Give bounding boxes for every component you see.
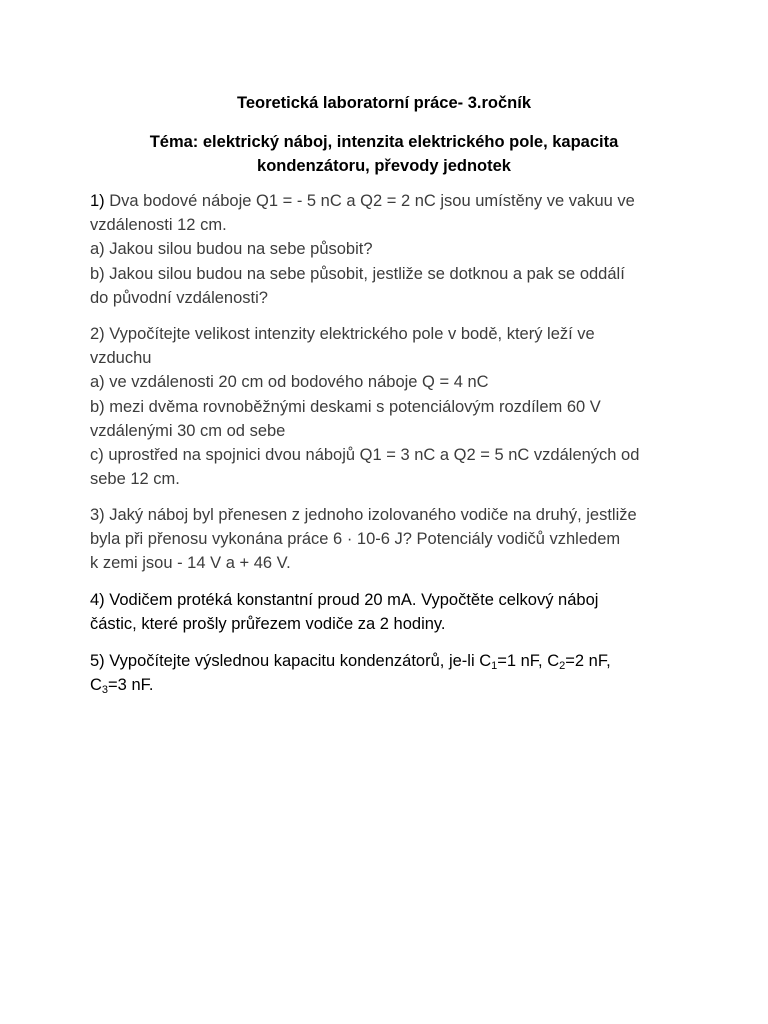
question-2-line-2: vzduchu (90, 349, 152, 368)
question-2-line-7: sebe 12 cm. (90, 470, 180, 489)
c3-value: =3 nF. (108, 676, 154, 695)
question-1-line-5: do původní vzdálenosti? (90, 288, 268, 307)
question-2-line-6: c) uprostřed na spojnici dvou nábojů Q1 = 3 nC a Q2 = 5 nC vzdálených od (90, 446, 640, 465)
question-4 (90, 588, 690, 636)
question-2-line-1: 2) Vypočítejte velikost intenzity elektrického pole v bodě, který leží ve (90, 325, 595, 343)
topic-line-2: kondenzátoru, převody jednotek (257, 157, 511, 175)
question-1-line-4: b) Jakou silou budou na sebe působit, jestliže se dotknou a pak se oddálí (90, 264, 625, 283)
question-2-line-3: a) ve vzdálenosti 20 cm od bodového náboje Q = 4 nC (90, 373, 489, 392)
question-2 (90, 322, 690, 491)
c2-value: =2 nF, (565, 652, 611, 670)
question-3-line-3: k zemi jsou - 14 V a + 46 V. (90, 554, 291, 573)
question-4-line-2: částic, které prošly průřezem vodiče za 2 hodiny. (90, 615, 446, 634)
c1-value: =1 nF, C (497, 652, 560, 670)
question-3-line-1: 3) Jaký náboj byl přenesen z jednoho izolovaného vodiče na druhý, jestliže (90, 506, 637, 524)
question-5 (90, 649, 690, 697)
question-1-line-3: a) Jakou silou budou na sebe působit? (90, 240, 373, 259)
question-4-line-1 (90, 588, 690, 612)
question-5-line-1 (90, 649, 690, 673)
question-1-line-2: vzdálenosti 12 cm. (90, 216, 227, 235)
question-4-text: Vodičem protéká konstantní proud 20 mA. Vypočtěte celkový náboj (104, 591, 599, 609)
c1-subscript: 1 (491, 660, 498, 672)
question-3-line-2: byla při přenosu vykonána práce 6 · 10-6 J? Potenciály vodičů vzhledem (90, 530, 621, 549)
question-1-text: Dva bodové náboje Q1 = - 5 nC a Q2 = 2 nC jsou umístěny ve vakuu ve (104, 192, 635, 210)
document-topic (0, 130, 768, 178)
c3-subscript: 3 (101, 684, 109, 697)
question-2-line-4: b) mezi dvěma rovnoběžnými deskami s potenciálovým rozdílem 60 V (90, 397, 601, 416)
question-3 (90, 503, 690, 576)
topic-line-1: Téma: elektrický náboj, intenzita elektrického pole, kapacita (149, 133, 619, 151)
question-4-number: 4) (90, 591, 105, 609)
question-1 (90, 189, 690, 310)
c3-symbol: C (90, 676, 102, 695)
c2-subscript: 2 (559, 660, 566, 672)
question-5-text: 5) Vypočítejte výslednou kapacitu kondenzátorů, je-li C (90, 652, 492, 670)
document-title: Teoretická laboratorní práce- 3.ročník (236, 94, 532, 112)
question-1-line-1 (90, 189, 690, 213)
question-2-line-5: vzdálenými 30 cm od sebe (90, 421, 286, 440)
question-1-number: 1) (90, 192, 105, 210)
question-5-line-2 (90, 673, 690, 697)
